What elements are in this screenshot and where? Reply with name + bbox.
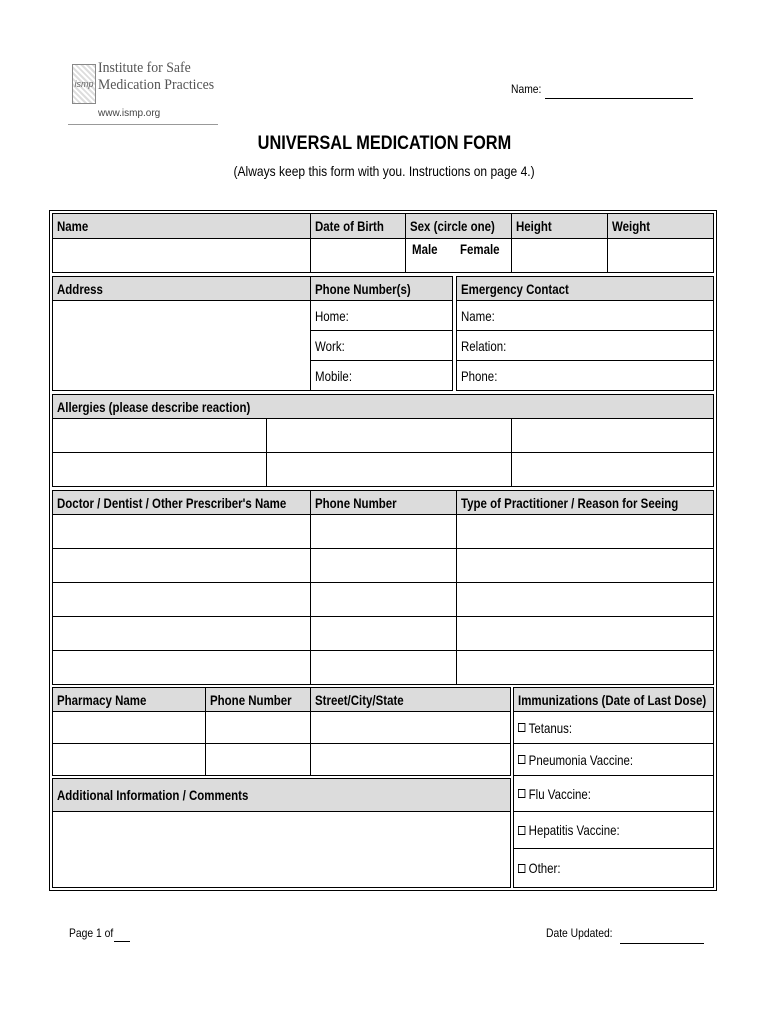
practitioner-type-field[interactable] bbox=[456, 616, 714, 651]
prescriber-name-field[interactable] bbox=[52, 616, 311, 651]
prescriber-name-field[interactable] bbox=[52, 514, 311, 549]
immunization-flu[interactable]: Flu Vaccine: bbox=[513, 775, 714, 812]
allergy-field[interactable] bbox=[266, 418, 512, 453]
date-updated-label: Date Updated: bbox=[546, 926, 613, 940]
immunizations-header: Immunizations (Date of Last Dose) bbox=[513, 687, 714, 712]
form-title: UNIVERSAL MEDICATION FORM bbox=[257, 133, 511, 154]
emergency-contact-header: Emergency Contact bbox=[456, 276, 714, 301]
logo-divider bbox=[68, 124, 218, 125]
pharmacy-address-header: Street/City/State bbox=[310, 687, 511, 712]
name-header: Name bbox=[52, 213, 311, 239]
practitioner-type-header: Type of Practitioner / Reason for Seeing bbox=[456, 490, 714, 515]
pharmacy-address-field[interactable] bbox=[310, 743, 511, 776]
emergency-relation-field[interactable]: Relation: bbox=[456, 330, 714, 361]
pharmacy-phone-field[interactable] bbox=[205, 743, 311, 776]
allergy-field[interactable] bbox=[52, 418, 267, 453]
form-subtitle: (Always keep this form with you. Instructions on page 4.) bbox=[233, 163, 535, 179]
weight-input[interactable] bbox=[607, 238, 714, 273]
weight-header: Weight bbox=[607, 213, 714, 239]
ismp-logo-icon: ismp bbox=[72, 64, 96, 104]
pharmacy-name-field[interactable] bbox=[52, 743, 206, 776]
sex-option-female[interactable]: Female bbox=[460, 241, 500, 257]
pharmacy-name-header: Pharmacy Name bbox=[52, 687, 206, 712]
prescriber-phone-field[interactable] bbox=[310, 650, 457, 685]
prescriber-phone-header: Phone Number bbox=[310, 490, 457, 515]
prescriber-name-field[interactable] bbox=[52, 650, 311, 685]
address-input[interactable] bbox=[52, 300, 311, 391]
allergy-field[interactable] bbox=[511, 418, 714, 453]
pharmacy-address-field[interactable] bbox=[310, 711, 511, 744]
comments-input[interactable] bbox=[52, 811, 511, 888]
prescriber-name-field[interactable] bbox=[52, 548, 311, 583]
work-phone-field[interactable]: Work: bbox=[310, 330, 453, 361]
dob-input[interactable] bbox=[310, 238, 406, 273]
page-total-field[interactable] bbox=[114, 941, 130, 942]
patient-name-label: Name: bbox=[511, 82, 542, 96]
practitioner-type-field[interactable] bbox=[456, 582, 714, 617]
address-header: Address bbox=[52, 276, 311, 301]
sex-option-male[interactable]: Male bbox=[412, 241, 438, 257]
name-input[interactable] bbox=[52, 238, 311, 273]
immunization-hepatitis[interactable]: Hepatitis Vaccine: bbox=[513, 811, 714, 849]
date-updated-field[interactable] bbox=[620, 943, 704, 944]
immunization-other[interactable]: Other: bbox=[513, 848, 714, 888]
prescriber-name-field[interactable] bbox=[52, 582, 311, 617]
logo-url: www.ismp.org bbox=[98, 108, 161, 119]
sex-header: Sex (circle one) bbox=[405, 213, 512, 239]
checkbox-icon[interactable] bbox=[518, 864, 525, 873]
immunization-pneumonia[interactable]: Pneumonia Vaccine: bbox=[513, 743, 714, 776]
checkbox-icon[interactable] bbox=[518, 755, 525, 764]
ismp-logo bbox=[68, 58, 220, 130]
phone-numbers-header: Phone Number(s) bbox=[310, 276, 453, 301]
practitioner-type-field[interactable] bbox=[456, 514, 714, 549]
allergies-header: Allergies (please describe reaction) bbox=[52, 394, 714, 419]
pharmacy-phone-header: Phone Number bbox=[205, 687, 311, 712]
pharmacy-phone-field[interactable] bbox=[205, 711, 311, 744]
emergency-name-field[interactable]: Name: bbox=[456, 300, 714, 331]
page-number-label: Page 1 of bbox=[69, 926, 114, 940]
mobile-phone-field[interactable]: Mobile: bbox=[310, 360, 453, 391]
prescriber-phone-field[interactable] bbox=[310, 616, 457, 651]
emergency-phone-field[interactable]: Phone: bbox=[456, 360, 714, 391]
medication-form-table bbox=[52, 213, 714, 888]
practitioner-type-field[interactable] bbox=[456, 650, 714, 685]
checkbox-icon[interactable] bbox=[518, 723, 525, 732]
height-input[interactable] bbox=[511, 238, 608, 273]
immunization-tetanus[interactable]: Tetanus: bbox=[513, 711, 714, 744]
prescriber-phone-field[interactable] bbox=[310, 582, 457, 617]
prescriber-name-header: Doctor / Dentist / Other Prescriber's Name bbox=[52, 490, 311, 515]
allergy-field[interactable] bbox=[52, 452, 267, 487]
prescriber-phone-field[interactable] bbox=[310, 548, 457, 583]
checkbox-icon[interactable] bbox=[518, 789, 525, 798]
allergy-field[interactable] bbox=[266, 452, 512, 487]
home-phone-field[interactable]: Home: bbox=[310, 300, 453, 331]
checkbox-icon[interactable] bbox=[518, 826, 525, 835]
comments-header: Additional Information / Comments bbox=[52, 778, 511, 812]
patient-name-field[interactable] bbox=[545, 98, 693, 99]
practitioner-type-field[interactable] bbox=[456, 548, 714, 583]
height-header: Height bbox=[511, 213, 608, 239]
allergy-field[interactable] bbox=[511, 452, 714, 487]
dob-header: Date of Birth bbox=[310, 213, 406, 239]
pharmacy-name-field[interactable] bbox=[52, 711, 206, 744]
prescriber-phone-field[interactable] bbox=[310, 514, 457, 549]
logo-organization-name: Institute for Safe Medication Practices bbox=[98, 60, 215, 93]
